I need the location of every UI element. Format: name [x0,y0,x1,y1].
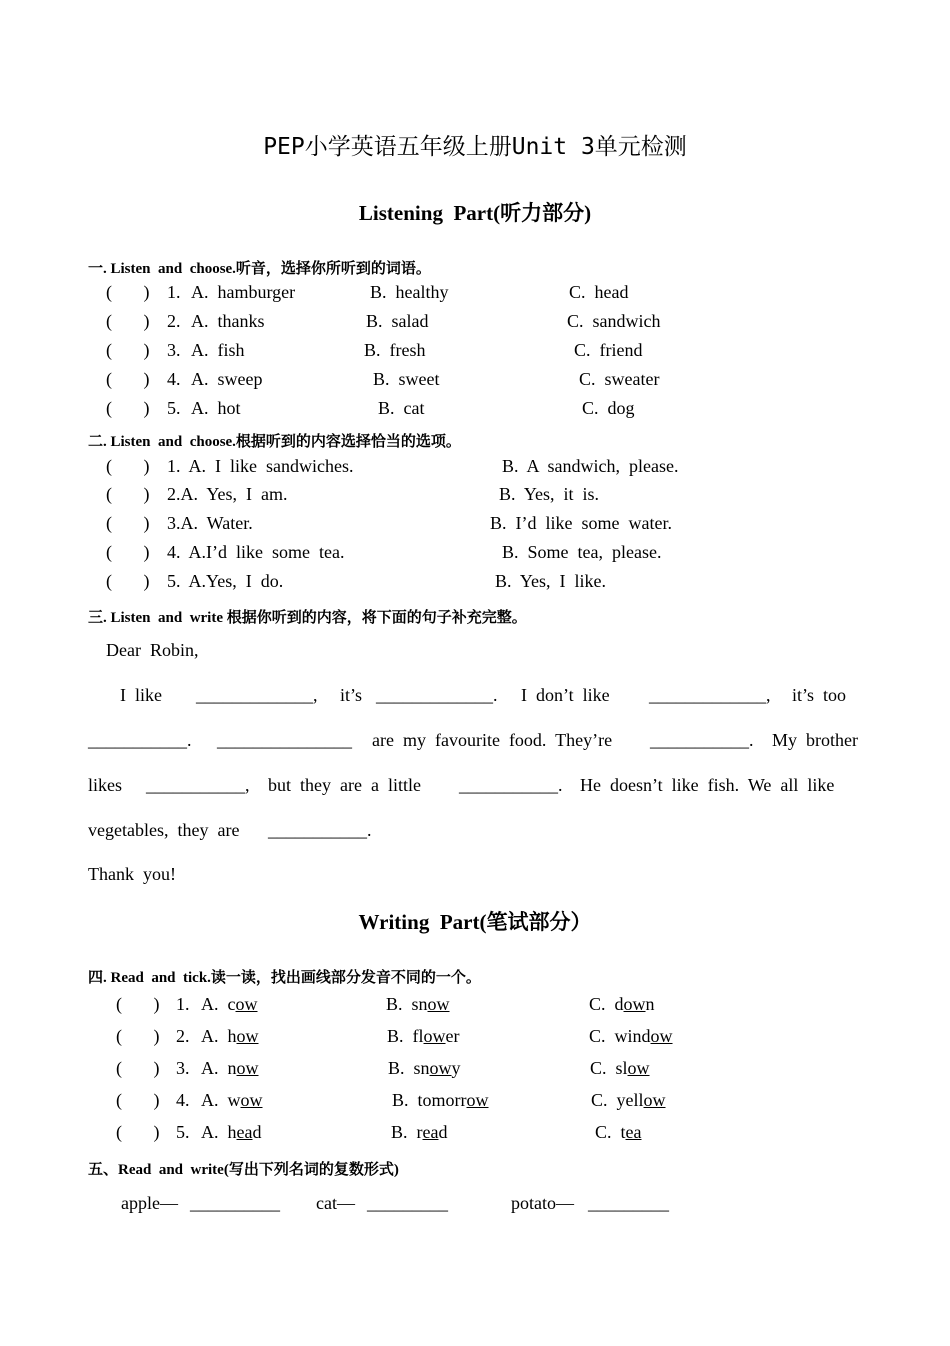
letter-text: I don’t like [521,685,610,705]
option-c: C. slow [590,1058,650,1078]
question-number: 1. [176,994,190,1014]
fill-blank[interactable]: ___________. [650,730,754,750]
option-b: B. A sandwich, please. [502,456,679,476]
letter-text: but they are a little [268,775,421,795]
option-a: A. thanks [191,311,265,331]
option-a: A. wow [201,1090,263,1110]
letter-salutation: Dear Robin, [106,640,199,660]
fill-blank[interactable]: ___________, [146,775,250,795]
option-b: B. snowy [388,1058,461,1078]
letter-text: My brother [772,730,858,750]
word-potato: potato— [511,1193,574,1213]
answer-blank[interactable]: ( ) [106,311,150,331]
fill-blank[interactable]: ___________. [268,820,372,840]
letter-text: likes [88,775,122,795]
option-a: A. sweep [191,369,263,389]
option-a: 4. A.I’d like some tea. [167,542,345,562]
letter-text: it’s too [792,685,847,705]
answer-blank[interactable]: ( ) [106,398,150,418]
option-b: B. salad [366,311,429,331]
answer-blank[interactable]: ( ) [106,513,150,533]
question-number: 2. [176,1026,190,1046]
answer-blank[interactable]: ( ) [116,1090,160,1110]
option-a: A. how [201,1026,259,1046]
fill-blank[interactable]: _____________. [376,685,498,705]
option-a: A. hamburger [191,282,296,302]
question-number: 5. [176,1122,190,1142]
letter-text: He doesn’t like fish. We all like [580,775,835,795]
option-c: C. friend [574,340,643,360]
option-c: C. dog [582,398,635,418]
option-a: A. fish [191,340,245,360]
answer-blank[interactable]: ( ) [106,282,150,302]
writing-part-heading: Writing Part(笔试部分） [358,910,592,934]
option-a: A. now [201,1058,259,1078]
section4-heading: 四. Read and tick.读一读，找出画线部分发音不同的一个。 [88,970,481,986]
question-number: 3. [176,1058,190,1078]
option-b: B. flower [387,1026,460,1046]
option-a: 5. A.Yes, I do. [167,571,284,591]
letter-closing: Thank you! [88,864,176,884]
fill-blank[interactable]: _____________, [196,685,318,705]
word-apple: apple— [121,1193,178,1213]
question-number: 5. [167,398,181,418]
option-c: C. sandwich [567,311,661,331]
question-number: 4. [176,1090,190,1110]
option-b: B. I’d like some water. [490,513,672,533]
answer-blank[interactable]: ( ) [106,542,150,562]
section1-heading: 一. Listen and choose.听音，选择你所听到的词语。 [88,261,431,277]
option-b: B. tomorrow [392,1090,489,1110]
fill-blank[interactable]: ___________. [459,775,563,795]
option-a: A. head [201,1122,262,1142]
letter-text: it’s [340,685,363,705]
option-a: A. hot [191,398,241,418]
answer-blank[interactable]: ( ) [106,369,150,389]
question-number: 4. [167,369,181,389]
section5-heading: 五、Read and write(写出下列名词的复数形式) [88,1162,399,1178]
section2-heading: 二. Listen and choose.根据听到的内容选择恰当的选项。 [88,434,461,450]
option-c: C. head [569,282,629,302]
section3-heading: 三. Listen and write 根据你听到的内容，将下面的句子补充完整。 [88,610,527,626]
answer-blank[interactable]: ( ) [116,1122,160,1142]
option-b: B. Yes, it is. [499,484,600,504]
option-b: B. sweet [373,369,440,389]
letter-text: I like [120,685,162,705]
option-b: B. cat [378,398,425,418]
answer-blank[interactable]: ( ) [116,1058,160,1078]
answer-blank[interactable]: ( ) [106,571,150,591]
page-title: PEP小学英语五年级上册Unit 3单元检测 [263,134,687,160]
fill-blank[interactable]: ___________. [88,730,192,750]
answer-blank[interactable]: ( ) [116,1026,160,1046]
answer-blank[interactable]: ( ) [106,456,150,476]
option-c: C. sweater [579,369,660,389]
word-cat: cat— [316,1193,355,1213]
option-c: C. tea [595,1122,642,1142]
option-a: 3.A. Water. [167,513,253,533]
fill-blank[interactable]: _________ [588,1193,669,1213]
fill-blank[interactable]: _________ [367,1193,448,1213]
answer-blank[interactable]: ( ) [116,994,160,1014]
option-b: B. read [391,1122,448,1142]
option-c: C. down [589,994,655,1014]
question-number: 2. [167,311,181,331]
option-b: B. snow [386,994,450,1014]
fill-blank[interactable]: _____________, [649,685,771,705]
fill-blank[interactable]: __________ [190,1193,280,1213]
option-b: B. fresh [364,340,426,360]
fill-blank[interactable]: _______________ [217,730,352,750]
option-c: C. window [589,1026,673,1046]
option-a: 2.A. Yes, I am. [167,484,288,504]
option-a: A. cow [201,994,258,1014]
letter-text: vegetables, they are [88,820,240,840]
listening-part-heading: Listening Part(听力部分) [358,201,592,225]
answer-blank[interactable]: ( ) [106,484,150,504]
option-a: 1. A. I like sandwiches. [167,456,354,476]
letter-text: are my favourite food. They’re [372,730,613,750]
option-c: C. yellow [591,1090,666,1110]
question-number: 1. [167,282,181,302]
question-number: 3. [167,340,181,360]
option-b: B. Yes, I like. [495,571,607,591]
option-b: B. Some tea, please. [502,542,662,562]
answer-blank[interactable]: ( ) [106,340,150,360]
option-b: B. healthy [370,282,449,302]
